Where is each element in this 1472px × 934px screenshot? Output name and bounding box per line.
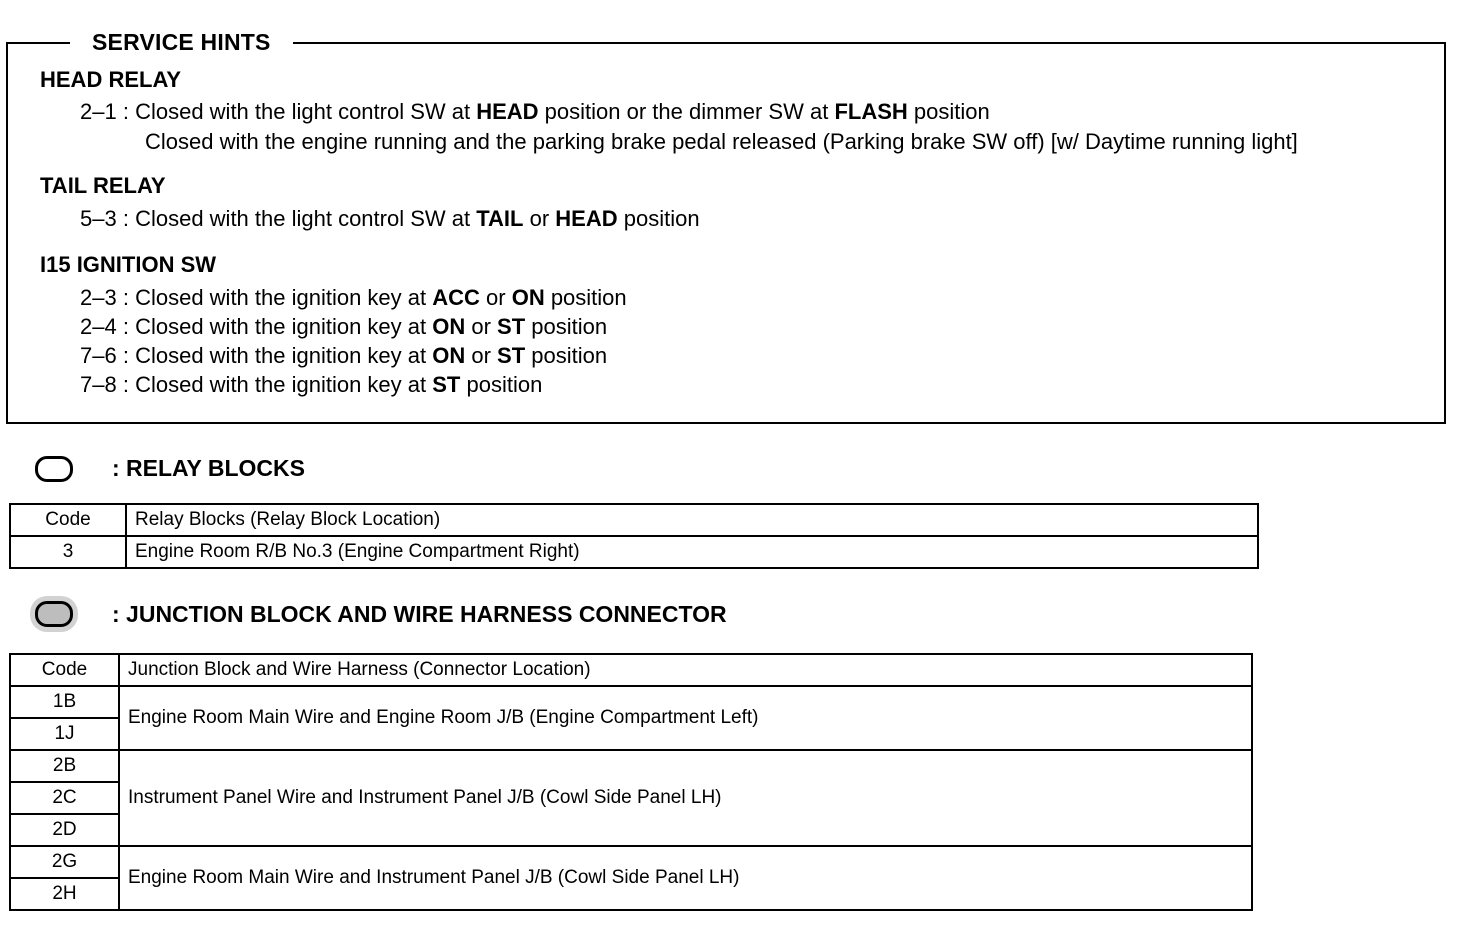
tail-relay-hint-1: [80, 206, 700, 232]
table-row: [10, 536, 1258, 568]
relay-blocks-title: : RELAY BLOCKS: [112, 455, 305, 481]
head-relay-hint-1: [80, 99, 990, 125]
connector-code: 2D: [10, 814, 119, 846]
hint-text: or: [465, 343, 498, 368]
head-relay-heading: HEAD RELAY: [40, 67, 181, 92]
table-row: [10, 686, 1252, 718]
hint-text: : Closed with the light control SW at: [122, 99, 477, 124]
hint-text: : Closed with the ignition key at: [122, 372, 433, 397]
hint-keyword: ACC: [432, 285, 480, 310]
hint-keyword: HEAD: [476, 99, 539, 124]
hint-text: position: [617, 206, 700, 231]
ignition-sw-hint-3: [80, 343, 607, 369]
relay-block-description: Engine Room R/B No.3 (Engine Compartment Right): [126, 536, 1258, 568]
ignition-sw-hint-4: [80, 372, 542, 398]
connector-code: 1B: [10, 686, 119, 718]
hint-text: position: [544, 285, 627, 310]
shaded-rounded-rectangle-icon: [35, 601, 73, 627]
connector-code: 2C: [10, 782, 119, 814]
hint-keyword: TAIL: [476, 206, 524, 231]
pin-pair: 2–1: [80, 99, 117, 124]
column-header-code: Code: [10, 654, 119, 686]
connector-description: Engine Room Main Wire and Engine Room J/B (Engine Compartment Left): [119, 686, 1252, 750]
pin-pair: 5–3: [80, 206, 117, 231]
table-row: [10, 750, 1252, 782]
relay-blocks-table: [9, 503, 1259, 569]
hint-text: position: [525, 343, 608, 368]
column-header-location: Relay Blocks (Relay Block Location): [126, 504, 1258, 536]
connector-code: 2H: [10, 878, 119, 910]
pin-pair: 7–8: [80, 372, 117, 397]
hint-keyword: ST: [497, 343, 526, 368]
hint-keyword: ST: [432, 372, 461, 397]
hint-keyword: ST: [497, 314, 526, 339]
connector-code: 1J: [10, 718, 119, 750]
hint-keyword: ON: [432, 343, 466, 368]
hint-keyword: FLASH: [834, 99, 908, 124]
hint-text: position: [460, 372, 543, 397]
table-header-row: [10, 654, 1252, 686]
hint-text: or: [479, 285, 512, 310]
pin-pair: 2–3: [80, 285, 117, 310]
connector-description: Engine Room Main Wire and Instrument Panel J/B (Cowl Side Panel LH): [119, 846, 1252, 910]
service-hints-title: SERVICE HINTS: [70, 28, 293, 56]
hint-text: position: [525, 314, 608, 339]
hint-text: position: [907, 99, 990, 124]
hint-text: : Closed with the ignition key at: [122, 314, 433, 339]
pin-pair: 2–4: [80, 314, 117, 339]
hint-text: : Closed with the light control SW at: [122, 206, 477, 231]
connector-code: 2G: [10, 846, 119, 878]
hint-text: : Closed with the ignition key at: [122, 285, 433, 310]
connector-code: 2B: [10, 750, 119, 782]
pin-pair: 7–6: [80, 343, 117, 368]
junction-blocks-title: : JUNCTION BLOCK AND WIRE HARNESS CONNECTOR: [112, 601, 727, 627]
head-relay-hint-2: Closed with the engine running and the parking brake pedal released (Parking brake SW off) [w/ Daytime running light]: [145, 129, 1298, 154]
column-header-code: Code: [10, 504, 126, 536]
hint-keyword: ON: [511, 285, 545, 310]
ignition-sw-hint-1: [80, 285, 627, 311]
hint-keyword: ON: [432, 314, 466, 339]
relay-block-code: 3: [10, 536, 126, 568]
table-header-row: [10, 504, 1258, 536]
hint-text: position or the dimmer SW at: [538, 99, 835, 124]
ignition-sw-heading: I15 IGNITION SW: [40, 252, 217, 277]
column-header-location: Junction Block and Wire Harness (Connector Location): [119, 654, 1252, 686]
junction-blocks-table: [9, 653, 1253, 911]
tail-relay-heading: TAIL RELAY: [40, 173, 166, 198]
table-row: [10, 846, 1252, 878]
ignition-sw-hint-2: [80, 314, 607, 340]
hint-text: : Closed with the ignition key at: [122, 343, 433, 368]
rounded-rectangle-outline-icon: [35, 456, 73, 482]
hint-keyword: HEAD: [555, 206, 618, 231]
hint-text: or: [523, 206, 556, 231]
hint-text: or: [465, 314, 498, 339]
connector-description: Instrument Panel Wire and Instrument Panel J/B (Cowl Side Panel LH): [119, 750, 1252, 846]
